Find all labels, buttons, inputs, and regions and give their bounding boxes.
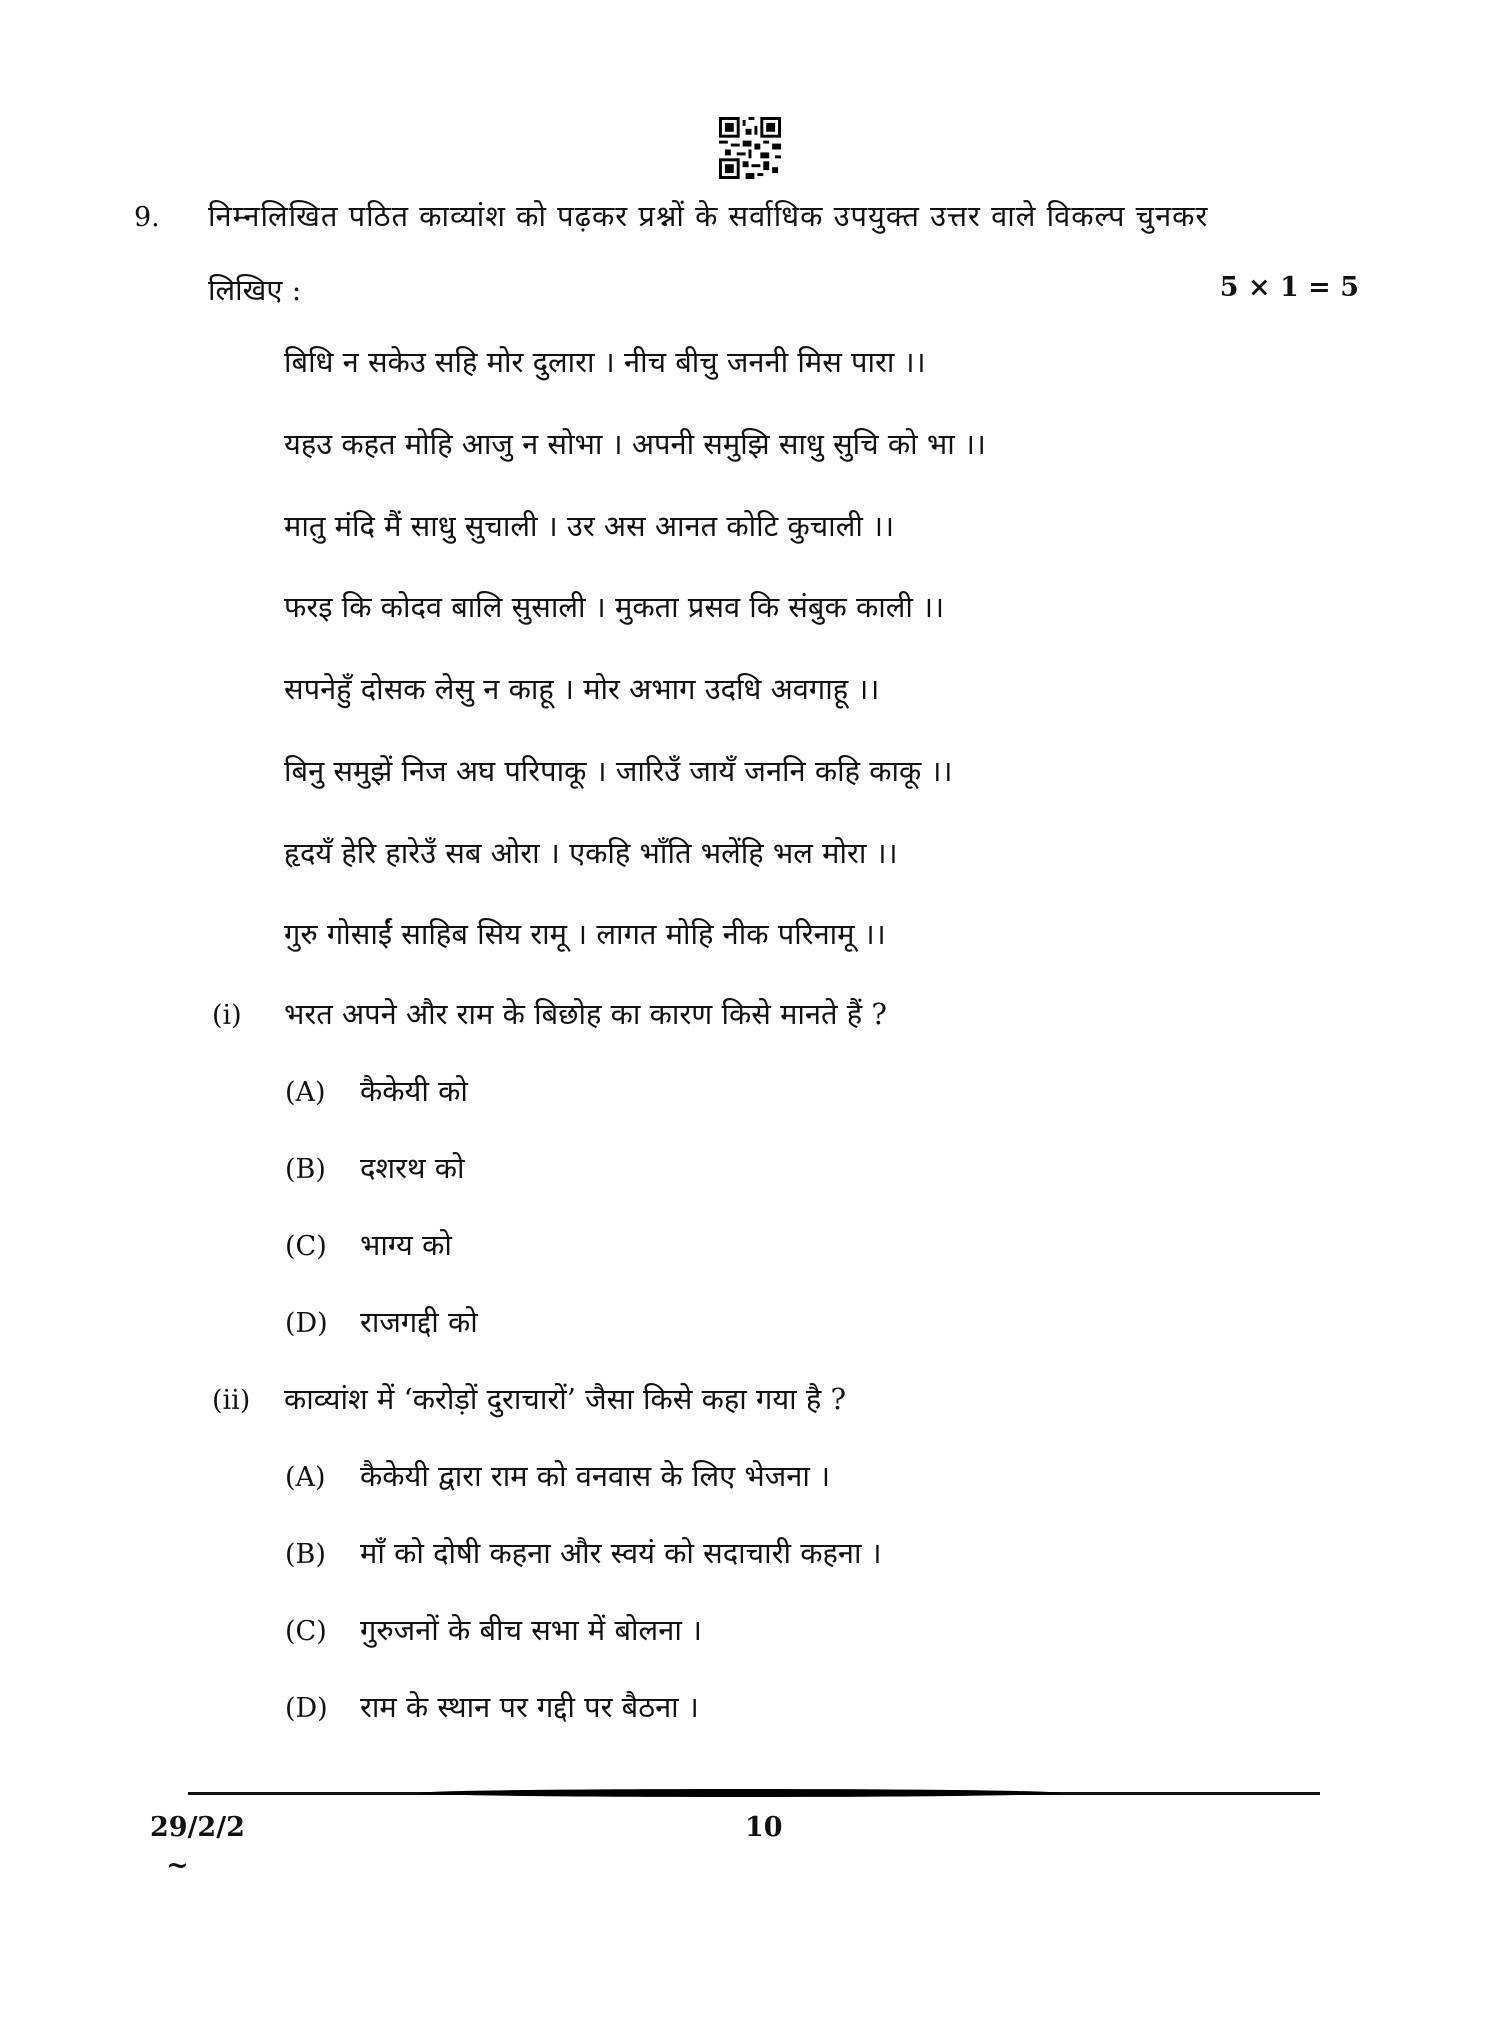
verse-line: गुरु गोसाईं साहिब सिय रामू । लागत मोहि नीक परिनामू ।। (284, 917, 886, 951)
option-text: कैकेयी को (360, 1074, 468, 1108)
option-text: दशरथ को (360, 1151, 465, 1185)
subquestion-label: (ii) (212, 1385, 251, 1416)
option-text: भाग्य को (360, 1228, 452, 1262)
option-label: (D) (285, 1693, 328, 1724)
subquestion-text: काव्यांश में ‘करोड़ों दुराचारों’ जैसा किसे कहा गया है ? (284, 1382, 847, 1416)
subquestion-label: (i) (212, 1000, 242, 1031)
verse-line: फरइ कि कोदव बालि सुसाली । मुकता प्रसव कि संबुक काली ।। (284, 590, 945, 624)
option-text: कैकेयी द्वारा राम को वनवास के लिए भेजना । (360, 1459, 831, 1493)
option-text: राम के स्थान पर गद्दी पर बैठना । (360, 1690, 699, 1724)
question-number: 9. (134, 202, 160, 233)
option-label: (C) (285, 1616, 327, 1647)
verse-line: बिधि न सकेउ सहि मोर दुलारा । नीच बीचु जननी मिस पारा ।। (284, 345, 926, 379)
qr-code (719, 117, 781, 179)
question-instruction: निम्नलिखित पठित काव्यांश को पढ़कर प्रश्नों के सर्वाधिक उपयुक्त उत्तर वाले विकल्प चुनकर (208, 199, 1209, 233)
question-instruction-continued: लिखिए : (208, 273, 302, 307)
option-label: (D) (285, 1308, 328, 1339)
option-label: (C) (285, 1231, 327, 1262)
verse-line: सपनेहुँ दोसक लेसु न काहू । मोर अभाग उदधि अवगाहू ।। (284, 672, 880, 706)
verse-line: यहउ कहत मोहि आजु न सोभा । अपनी समुझि साधु सुचि को भा ।। (284, 427, 986, 461)
option-text: गुरुजनों के बीच सभा में बोलना । (360, 1613, 703, 1647)
subquestion-text: भरत अपने और राम के बिछोह का कारण किसे मानते हैं ? (284, 997, 887, 1031)
footer-divider-thick (420, 1789, 1060, 1797)
option-label: (B) (285, 1539, 326, 1570)
footer-mark: ~ (166, 1850, 189, 1881)
option-text: माँ को दोषी कहना और स्वयं को सदाचारी कहना । (360, 1536, 882, 1570)
paper-code: 29/2/2 (150, 1812, 245, 1843)
option-label: (A) (285, 1462, 326, 1493)
page-number: 10 (745, 1812, 783, 1843)
option-label: (B) (285, 1154, 326, 1185)
verse-line: बिनु समुझें निज अघ परिपाकू । जारिउँ जायँ जननि कहि काकू ।। (284, 754, 953, 788)
option-label: (A) (285, 1077, 326, 1108)
marks-allocation: 5 × 1 = 5 (1219, 272, 1359, 303)
verse-line: मातु मंदि मैं साधु सुचाली । उर अस आनत कोटि कुचाली ।। (284, 509, 895, 543)
verse-line: हृदयँ हेरि हारेउँ सब ओरा । एकहि भाँति भलेंहि भल मोरा ।। (284, 836, 898, 870)
option-text: राजगद्दी को (360, 1305, 478, 1339)
